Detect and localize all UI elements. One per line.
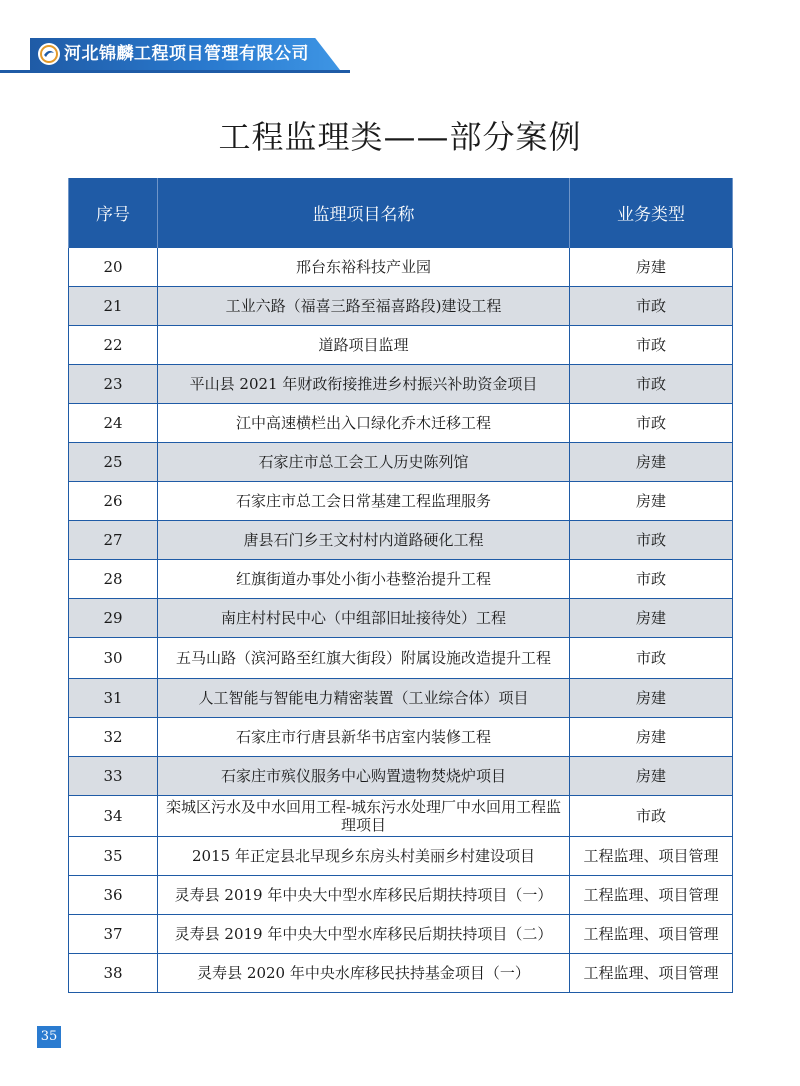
table-row	[69, 521, 733, 560]
business-type: 工程监理、项目管理	[570, 954, 733, 993]
business-type: 工程监理、项目管理	[570, 915, 733, 954]
table-row	[69, 404, 733, 443]
project-name: 红旗街道办事处小街小巷整治提升工程	[158, 560, 570, 599]
header-rule	[0, 70, 350, 73]
table-row	[69, 679, 733, 718]
business-type: 工程监理、项目管理	[570, 837, 733, 876]
project-name: 石家庄市总工会工人历史陈列馆	[158, 443, 570, 482]
project-name: 五马山路（滨河路至红旗大街段）附属设施改造提升工程	[158, 638, 570, 679]
row-number: 23	[69, 365, 158, 404]
project-name: 石家庄市殡仪服务中心购置遗物焚烧炉项目	[158, 757, 570, 796]
company-name: 河北锦麟工程项目管理有限公司	[64, 44, 309, 64]
row-number: 32	[69, 718, 158, 757]
row-number: 20	[69, 248, 158, 287]
table-row	[69, 326, 733, 365]
row-number: 26	[69, 482, 158, 521]
table-row	[69, 954, 733, 993]
business-type: 房建	[570, 599, 733, 638]
business-type: 房建	[570, 443, 733, 482]
business-type: 市政	[570, 404, 733, 443]
project-name: 道路项目监理	[158, 326, 570, 365]
project-name: 南庄村村民中心（中组部旧址接待处）工程	[158, 599, 570, 638]
table-row	[69, 796, 733, 837]
row-number: 24	[69, 404, 158, 443]
table-row	[69, 443, 733, 482]
row-number: 33	[69, 757, 158, 796]
row-number: 27	[69, 521, 158, 560]
page-title: 工程监理类——部分案例	[218, 118, 582, 156]
table-header-row	[69, 178, 733, 248]
row-number: 31	[69, 679, 158, 718]
table-row	[69, 837, 733, 876]
table-row	[69, 365, 733, 404]
project-name: 邢台东裕科技产业园	[158, 248, 570, 287]
page-number: 35	[37, 1026, 61, 1048]
table-row	[69, 248, 733, 287]
project-name: 唐县石门乡王文村村内道路硬化工程	[158, 521, 570, 560]
row-number: 37	[69, 915, 158, 954]
row-number: 35	[69, 837, 158, 876]
row-number: 25	[69, 443, 158, 482]
table-row	[69, 718, 733, 757]
business-type: 房建	[570, 679, 733, 718]
business-type: 市政	[570, 521, 733, 560]
column-header-type: 业务类型	[570, 178, 733, 248]
project-name: 灵寿县 2019 年中央大中型水库移民后期扶持项目（二）	[158, 915, 570, 954]
business-type: 市政	[570, 326, 733, 365]
business-type: 房建	[570, 718, 733, 757]
table-row	[69, 876, 733, 915]
project-name: 灵寿县 2020 年中央水库移民扶持基金项目（一）	[158, 954, 570, 993]
row-number: 38	[69, 954, 158, 993]
row-number: 28	[69, 560, 158, 599]
column-header-no: 序号	[69, 178, 158, 248]
row-number: 29	[69, 599, 158, 638]
business-type: 房建	[570, 248, 733, 287]
business-type: 房建	[570, 757, 733, 796]
row-number: 22	[69, 326, 158, 365]
company-logo-icon	[38, 43, 60, 65]
business-type: 市政	[570, 287, 733, 326]
project-name: 石家庄市总工会日常基建工程监理服务	[158, 482, 570, 521]
row-number: 21	[69, 287, 158, 326]
table-row	[69, 482, 733, 521]
business-type: 房建	[570, 482, 733, 521]
project-name: 石家庄市行唐县新华书店室内装修工程	[158, 718, 570, 757]
table-row	[69, 287, 733, 326]
column-header-name: 监理项目名称	[158, 178, 570, 248]
project-name: 江中高速横栏出入口绿化乔木迁移工程	[158, 404, 570, 443]
business-type: 市政	[570, 796, 733, 837]
project-name: 灵寿县 2019 年中央大中型水库移民后期扶持项目（一）	[158, 876, 570, 915]
project-name: 2015 年正定县北早现乡东房头村美丽乡村建设项目	[158, 837, 570, 876]
table-row	[69, 757, 733, 796]
table-row	[69, 599, 733, 638]
table-row	[69, 638, 733, 679]
table-row	[69, 915, 733, 954]
row-number: 36	[69, 876, 158, 915]
business-type: 市政	[570, 365, 733, 404]
business-type: 市政	[570, 638, 733, 679]
row-number: 30	[69, 638, 158, 679]
table-row	[69, 560, 733, 599]
project-name: 工业六路（福喜三路至福喜路段)建设工程	[158, 287, 570, 326]
project-name: 栾城区污水及中水回用工程-城东污水处理厂中水回用工程监理项目	[158, 796, 570, 837]
cases-table	[68, 178, 733, 993]
row-number: 34	[69, 796, 158, 837]
business-type: 市政	[570, 560, 733, 599]
business-type: 工程监理、项目管理	[570, 876, 733, 915]
project-name: 平山县 2021 年财政衔接推进乡村振兴补助资金项目	[158, 365, 570, 404]
project-name: 人工智能与智能电力精密装置（工业综合体）项目	[158, 679, 570, 718]
